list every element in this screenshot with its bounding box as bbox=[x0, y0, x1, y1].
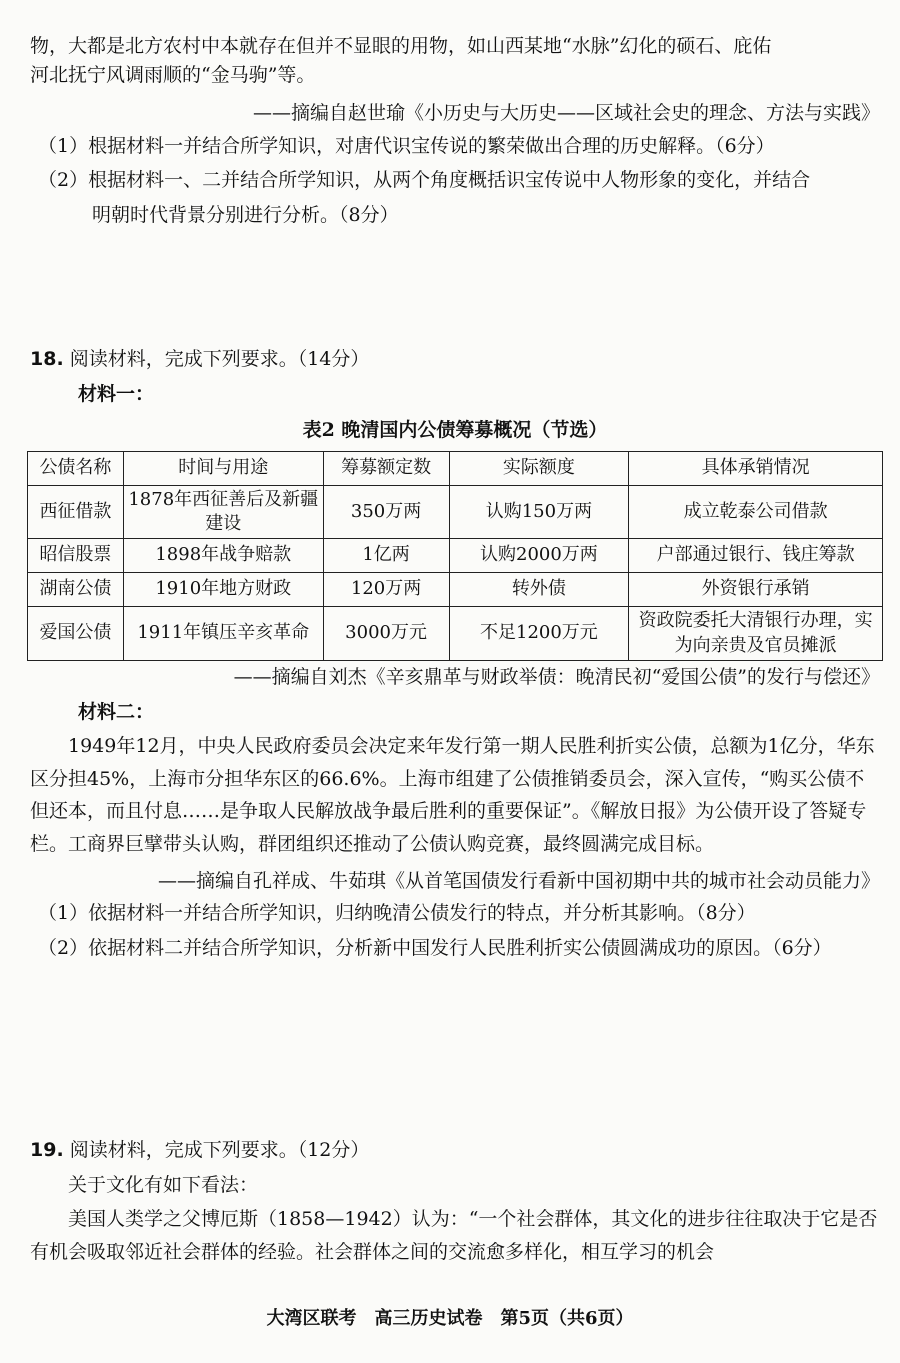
q17-text-line1: 物，大都是北方农村中本就存在但并不显眼的用物，如山西某地“水脉”幻化的硕石、庇佑 bbox=[30, 35, 772, 57]
q19-number: 19. bbox=[30, 1139, 64, 1161]
table-cell: 1亿两 bbox=[323, 539, 449, 573]
table-row bbox=[28, 485, 883, 539]
table-cell: 爱国公债 bbox=[28, 607, 124, 661]
bond-table bbox=[27, 451, 883, 662]
page-footer: 大湾区联考 高三历史试卷 第5页（共6页） bbox=[266, 1308, 634, 1329]
table-cell: 1898年战争赔款 bbox=[123, 539, 323, 573]
q18-source1: ——摘编自刘杰《辛亥鼎革与财政举债：晚清民初“爱国公债”的发行与偿还》 bbox=[233, 666, 880, 689]
question-19 bbox=[30, 1136, 880, 1268]
table-cell: 湖南公债 bbox=[28, 573, 124, 607]
q18-prompt: 阅读材料，完成下列要求。（14分） bbox=[69, 348, 370, 370]
table-row bbox=[28, 607, 883, 661]
table-cell: 认购2000万两 bbox=[449, 539, 629, 573]
table-cell: 认购150万两 bbox=[449, 485, 629, 539]
table-row bbox=[28, 573, 883, 607]
q17-sub2-line2: 明朝时代背景分别进行分析。（8分） bbox=[92, 203, 399, 226]
table-caption: 表2 晚清国内公债筹募概况（节选） bbox=[302, 419, 608, 441]
table-cell: 资政院委托大清银行办理，实为向亲贵及官员摊派 bbox=[629, 607, 883, 661]
q18-source2: ——摘编自孔祥成、牛茹琪《从首笔国债发行看新中国初期中共的城市社会动员能力》 bbox=[157, 869, 880, 892]
table-cell: 西征借款 bbox=[28, 485, 124, 539]
table-cell: 外资银行承销 bbox=[629, 573, 883, 607]
table-cell: 120万两 bbox=[323, 573, 449, 607]
table-cell: 1910年地方财政 bbox=[123, 573, 323, 607]
table-header-cell: 实际额度 bbox=[449, 451, 629, 485]
q18-material2-text: 1949年12月，中央人民政府委员会决定来年发行第一期人民胜利折实公债，总额为1亿分，华东区分担45%，上海市分担华东区的66.6%。上海市组建了公债推销委员会，深入宣传，“购买公债不但还本，而且付息……是争取人民解放战争最后胜利的重要保证”。《解放日报》为公债开设了答疑专栏。工商界巨擘带头认购，群团组织还推动了公债认购竞赛，最终圆满完成目标。 bbox=[30, 735, 875, 856]
question-18 bbox=[30, 345, 880, 964]
table-header-cell: 时间与用途 bbox=[123, 451, 323, 485]
q18-material2-label: 材料二： bbox=[78, 700, 155, 723]
q17-continuation bbox=[30, 32, 880, 229]
table-cell: 昭信股票 bbox=[28, 539, 124, 573]
q17-sub2-line1: （2）根据材料一、二并结合所学知识，从两个角度概括识宝传说中人物形象的变化，并结合 bbox=[38, 169, 811, 191]
q18-sub2: （2）依据材料二并结合所学知识，分析新中国发行人民胜利折实公债圆满成功的原因。（6分） bbox=[38, 936, 832, 959]
q17-source: ——摘编自赵世瑜《小历史与大历史——区域社会史的理念、方法与实践》 bbox=[252, 102, 880, 124]
table-cell: 1911年镇压辛亥革命 bbox=[123, 607, 323, 661]
table-cell: 不足1200万元 bbox=[449, 607, 629, 661]
q19-prompt: 阅读材料，完成下列要求。（12分） bbox=[69, 1139, 370, 1161]
q17-text-line2: 河北抚宁风调雨顺的“金马驹”等。 bbox=[30, 63, 316, 86]
table-header-cell: 具体承销情况 bbox=[629, 451, 883, 485]
table-cell: 350万两 bbox=[323, 485, 449, 539]
q18-number: 18. bbox=[30, 348, 64, 370]
table-header-cell: 公债名称 bbox=[28, 451, 124, 485]
table-cell: 户部通过银行、钱庄筹款 bbox=[629, 539, 883, 573]
table-row bbox=[28, 539, 883, 573]
table-header-row bbox=[28, 451, 883, 485]
table-header-cell: 筹募额定数 bbox=[323, 451, 449, 485]
q18-material1-label: 材料一： bbox=[78, 382, 155, 405]
q18-sub1: （1）依据材料一并结合所学知识，归纳晚清公债发行的特点，并分析其影响。（8分） bbox=[38, 902, 756, 925]
table-cell: 转外债 bbox=[449, 573, 629, 607]
table-cell: 成立乾泰公司借款 bbox=[629, 485, 883, 539]
q17-sub1: （1）根据材料一并结合所学知识，对唐代识宝传说的繁荣做出合理的历史解释。（6分） bbox=[38, 134, 775, 157]
table-cell: 1878年西征善后及新疆建设 bbox=[123, 485, 323, 539]
q19-intro: 关于文化有如下看法： bbox=[68, 1173, 259, 1196]
q19-text: 美国人类学之父博厄斯（1858—1942）认为：“一个社会群体，其文化的进步往往取决于它是否有机会吸取邻近社会群体的经验。社会群体之间的交流愈多样化，相互学习的机会 bbox=[30, 1208, 878, 1263]
table-cell: 3000万元 bbox=[323, 607, 449, 661]
